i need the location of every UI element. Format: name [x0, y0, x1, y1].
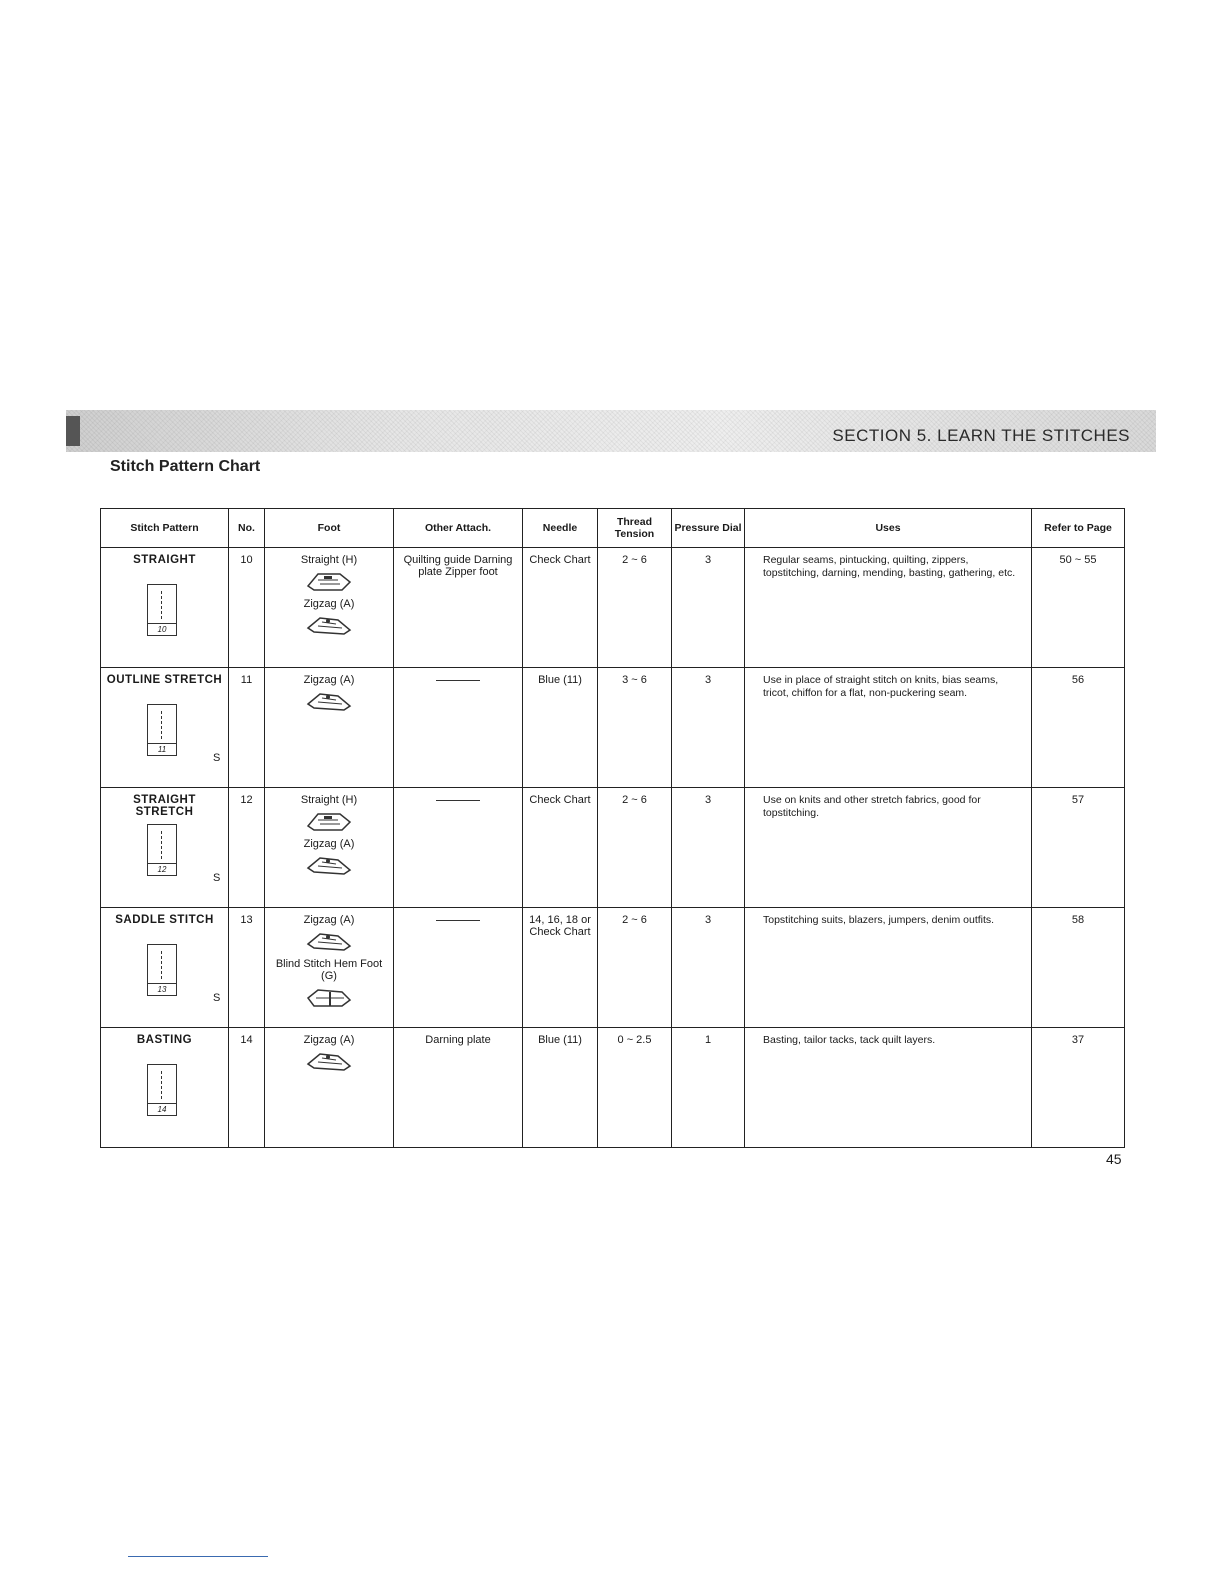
table-row	[101, 548, 1125, 668]
needle-cell	[523, 668, 598, 788]
thread-tension: 3 ~ 6	[598, 668, 672, 788]
uses-cell	[745, 1028, 1032, 1148]
table-row	[101, 788, 1125, 908]
stitch-pattern-icon	[147, 704, 177, 756]
stitch-number: 14	[229, 1028, 265, 1148]
foot-label: Zigzag (A)	[303, 598, 355, 610]
other-attach: Quilting guide Darning plate Zipper foot	[403, 554, 513, 578]
foot-label: Blind Stitch Hem Foot (G)	[275, 958, 383, 982]
other-attach-cell	[394, 548, 523, 668]
needle: Blue (11)	[538, 674, 582, 686]
pattern-icon-number: 14	[148, 1103, 176, 1115]
pattern-icon-number: 11	[148, 743, 176, 755]
table-header-row	[101, 509, 1125, 548]
needle-cell	[523, 548, 598, 668]
other-attach-cell	[394, 788, 523, 908]
pattern-cell	[101, 668, 229, 788]
stretch-mark: S	[213, 752, 221, 764]
stitch-pattern-icon	[147, 584, 177, 636]
table-row	[101, 908, 1125, 1028]
presser-foot-icon	[304, 1050, 354, 1074]
pattern-name: OUTLINE STRETCH	[106, 674, 223, 686]
pattern-name: STRAIGHT STRETCH	[133, 794, 196, 818]
pressure-dial: 3	[672, 908, 745, 1028]
pressure-dial: 3	[672, 548, 745, 668]
section-title: SECTION 5. LEARN THE STITCHES	[832, 426, 1130, 445]
foot-label: Zigzag (A)	[303, 914, 355, 926]
needle-cell	[523, 788, 598, 908]
uses: Basting, tailor tacks, tack quilt layers.	[763, 1034, 936, 1046]
pattern-cell	[101, 908, 229, 1028]
stitch-number: 12	[229, 788, 265, 908]
pressure-dial: 1	[672, 1028, 745, 1148]
pattern-cell	[101, 1028, 229, 1148]
foot-cell	[265, 668, 394, 788]
thread-tension: 2 ~ 6	[598, 548, 672, 668]
pressure-dial: 3	[672, 668, 745, 788]
foot-label: Zigzag (A)	[303, 674, 355, 686]
thread-tension: 2 ~ 6	[598, 788, 672, 908]
refer-page: 50 ~ 55	[1032, 548, 1125, 668]
needle: 14, 16, 18 or Check Chart	[529, 914, 591, 938]
stitch-number: 10	[229, 548, 265, 668]
pattern-cell	[101, 548, 229, 668]
blind-stitch-foot-icon	[304, 986, 354, 1010]
foot-label: Straight (H)	[300, 554, 358, 566]
stretch-mark: S	[213, 992, 221, 1004]
presser-foot-icon	[304, 614, 354, 638]
uses-cell	[745, 788, 1032, 908]
stitch-pattern-icon	[147, 824, 177, 876]
stitch-number: 13	[229, 908, 265, 1028]
pattern-cell	[101, 788, 229, 908]
section-header-band	[66, 410, 1156, 452]
foot-label: Straight (H)	[300, 794, 358, 806]
presser-foot-icon	[304, 570, 354, 594]
pattern-icon-number: 10	[148, 623, 176, 635]
footer-rule	[128, 1556, 268, 1557]
table-row	[101, 668, 1125, 788]
other-attach-cell	[394, 1028, 523, 1148]
chart-title: Stitch Pattern Chart	[110, 458, 261, 475]
uses: Regular seams, pintucking, quilting, zippers, topstitching, darning, mending, basting, gathering, etc.	[763, 554, 1016, 579]
refer-page: 58	[1032, 908, 1125, 1028]
needle-cell	[523, 1028, 598, 1148]
pattern-icon-number: 12	[148, 863, 176, 875]
refer-page: 37	[1032, 1028, 1125, 1148]
stitch-number: 11	[229, 668, 265, 788]
empty-dash	[436, 680, 480, 681]
stretch-mark: S	[213, 872, 221, 884]
uses-cell	[745, 668, 1032, 788]
foot-cell	[265, 548, 394, 668]
header-foot: Foot	[265, 509, 394, 548]
empty-dash	[436, 800, 480, 801]
foot-label: Zigzag (A)	[303, 1034, 355, 1046]
pattern-name: STRAIGHT	[133, 554, 196, 566]
presser-foot-icon	[304, 930, 354, 954]
foot-label: Zigzag (A)	[303, 838, 355, 850]
header-other-attach: Other Attach.	[394, 509, 523, 548]
foot-cell	[265, 788, 394, 908]
pattern-name: BASTING	[136, 1034, 193, 1046]
uses: Topstitching suits, blazers, jumpers, denim outfits.	[763, 914, 995, 926]
header-refer: Refer to Page	[1032, 509, 1125, 548]
refer-page: 57	[1032, 788, 1125, 908]
needle: Check Chart	[529, 794, 591, 806]
presser-foot-icon	[304, 810, 354, 834]
pattern-icon-number: 13	[148, 983, 176, 995]
header-uses: Uses	[745, 509, 1032, 548]
header-needle: Needle	[523, 509, 598, 548]
stitch-pattern-icon	[147, 944, 177, 996]
stitch-pattern-icon	[147, 1064, 177, 1116]
presser-foot-icon	[304, 854, 354, 878]
foot-cell	[265, 908, 394, 1028]
uses-cell	[745, 548, 1032, 668]
other-attach-cell	[394, 668, 523, 788]
needle-cell	[523, 908, 598, 1028]
uses: Use in place of straight stitch on knits, bias seams, tricot, chiffon for a flat, non-puckering seam.	[763, 674, 999, 699]
header-no: No.	[229, 509, 265, 548]
pressure-dial: 3	[672, 788, 745, 908]
header-thread-tension: Thread Tension	[598, 509, 672, 548]
header-pattern: Stitch Pattern	[101, 509, 229, 548]
thread-tension: 0 ~ 2.5	[598, 1028, 672, 1148]
pattern-name: SADDLE STITCH	[115, 914, 214, 926]
presser-foot-icon	[304, 690, 354, 714]
page-number: 45	[1106, 1151, 1122, 1167]
refer-page: 56	[1032, 668, 1125, 788]
table-row	[101, 1028, 1125, 1148]
uses: Use on knits and other stretch fabrics, good for topstitching.	[763, 794, 981, 819]
header-pressure-dial: Pressure Dial	[672, 509, 745, 548]
needle: Blue (11)	[538, 1034, 582, 1046]
uses-cell	[745, 908, 1032, 1028]
needle: Check Chart	[529, 554, 591, 566]
foot-cell	[265, 1028, 394, 1148]
stitch-pattern-table	[100, 508, 1125, 1148]
thread-tension: 2 ~ 6	[598, 908, 672, 1028]
empty-dash	[436, 920, 480, 921]
other-attach-cell	[394, 908, 523, 1028]
other-attach: Darning plate	[425, 1034, 491, 1046]
